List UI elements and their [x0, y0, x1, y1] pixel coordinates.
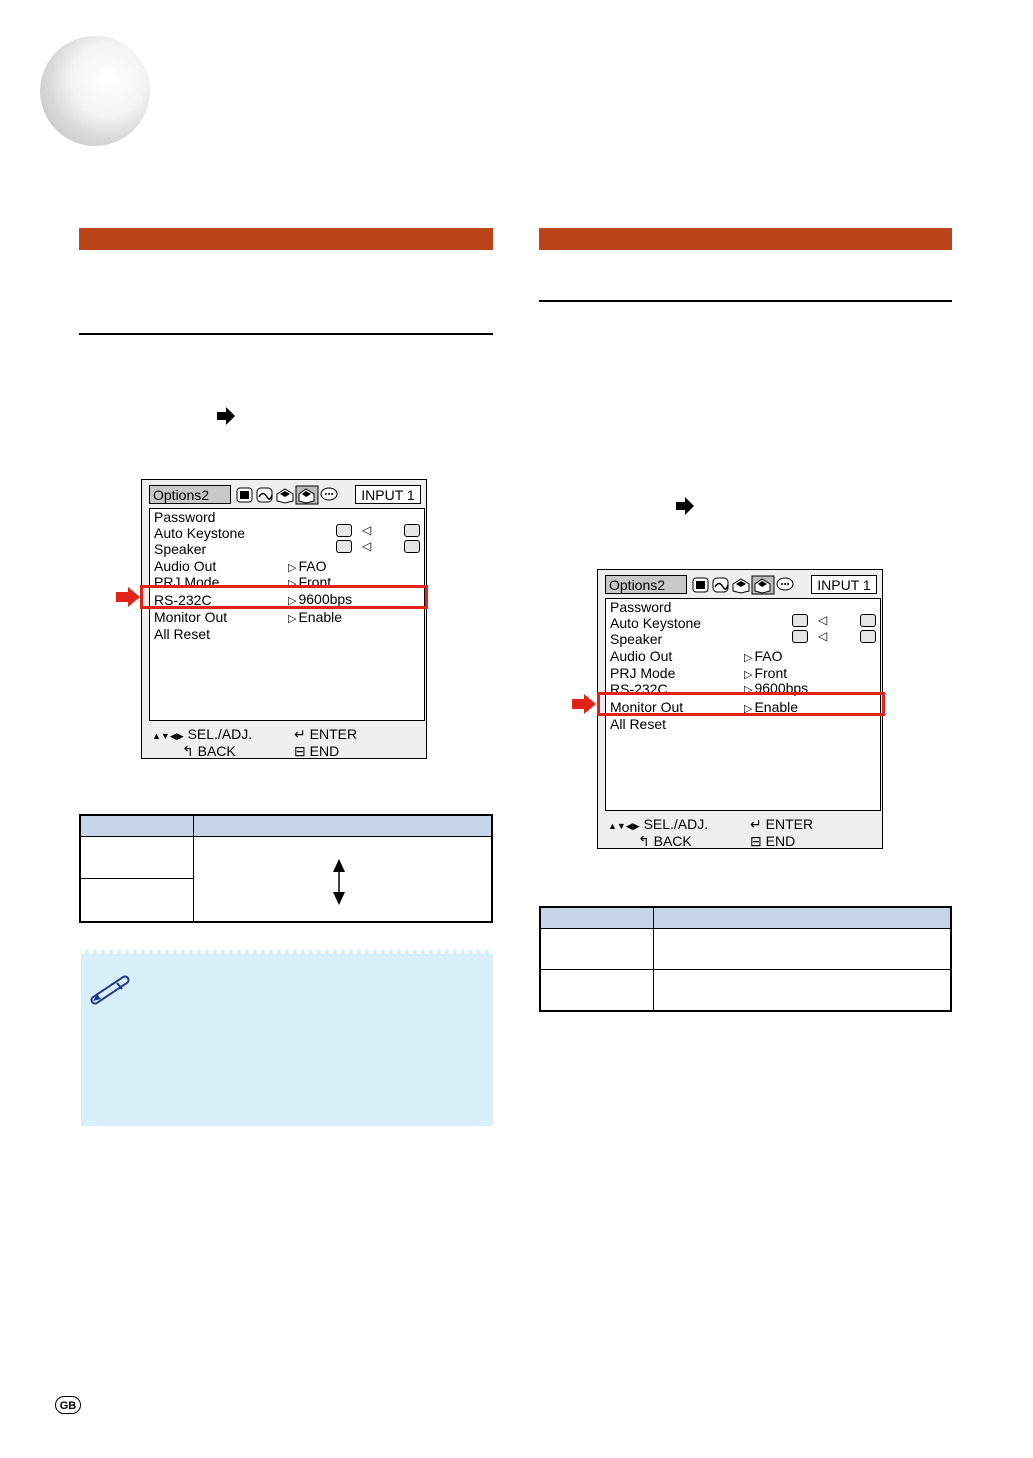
speaker-key-icon — [336, 540, 352, 553]
osd-item-password[interactable]: Password — [610, 599, 672, 615]
keystone-key-icon-right — [404, 524, 420, 537]
keystone-key-icon — [336, 524, 352, 537]
osd-item-monitor-out[interactable]: Monitor Out — [154, 609, 228, 625]
table-header-row — [541, 908, 950, 929]
osd-tab-options2[interactable]: Options2 — [605, 575, 687, 594]
osd-item-all-reset[interactable]: All Reset — [154, 626, 211, 642]
osd-item-rs232c[interactable]: RS-232C — [610, 681, 668, 697]
osd-value-rs232c: ▷ 9600bps — [288, 591, 353, 607]
osd-value-prj-mode: ▷ Front — [744, 665, 788, 681]
note-box — [81, 950, 493, 1126]
osd-value-monitor-out: ▷ Enable — [744, 699, 799, 715]
speaker-key-icon — [792, 630, 808, 643]
osd-item-speaker[interactable]: Speaker — [610, 631, 663, 647]
up-down-arrow-icon — [331, 858, 347, 906]
keystone-key-icon — [792, 614, 808, 627]
osd-footer-back: ↰ BACK — [182, 743, 236, 759]
speaker-key-icon-right — [404, 540, 420, 553]
osd-footer-enter: ↵ ENTER — [750, 816, 814, 832]
osd-footer-end: ⊟ END — [750, 833, 796, 849]
osd-input-label: INPUT 1 — [355, 485, 421, 504]
region-badge: GB — [55, 1396, 81, 1414]
keystone-left-pointer-icon: ◁ — [362, 523, 372, 537]
speaker-left-pointer-icon: ◁ — [818, 629, 828, 643]
osd-input-label: INPUT 1 — [811, 575, 877, 594]
osd-footer-back: ↰ BACK — [638, 833, 692, 849]
left-settings-table — [79, 814, 493, 923]
osd-tab-icons[interactable] — [692, 576, 802, 594]
header-circle-decoration — [40, 36, 150, 146]
left-osd-menu — [141, 479, 427, 759]
osd-value-prj-mode: ▷ Front — [288, 574, 332, 590]
osd-value-rs232c: ▷ 9600bps — [744, 680, 809, 696]
osd-value-monitor-out: ▷ Enable — [288, 609, 343, 625]
pointer-arrow-icon — [675, 496, 695, 516]
table-header-row — [81, 816, 491, 837]
osd-item-prj-mode[interactable]: PRJ Mode — [154, 574, 220, 590]
red-pointer-arrow-icon — [572, 694, 596, 714]
osd-item-password[interactable]: Password — [154, 509, 216, 525]
osd-item-monitor-out[interactable]: Monitor Out — [610, 699, 684, 715]
osd-value-audio-out: ▷ FAO — [288, 558, 327, 574]
right-section-bar — [539, 228, 952, 250]
right-settings-table — [539, 906, 952, 1012]
speaker-key-icon-right — [860, 630, 876, 643]
osd-item-all-reset[interactable]: All Reset — [610, 716, 667, 732]
red-pointer-arrow-icon — [116, 587, 140, 607]
osd-tab-options2[interactable]: Options2 — [149, 485, 231, 504]
left-section-bar — [79, 228, 493, 250]
osd-value-audio-out: ▷ FAO — [744, 648, 783, 664]
osd-footer-sel: ▲▼◀▶ SEL./ADJ. — [152, 726, 253, 742]
left-heading-rule — [79, 333, 493, 335]
osd-item-audio-out[interactable]: Audio Out — [610, 648, 673, 664]
osd-tab-icons[interactable] — [236, 486, 346, 504]
speaker-left-pointer-icon: ◁ — [362, 539, 372, 553]
header-circle-mask — [150, 30, 190, 160]
pencil-note-icon — [91, 972, 129, 1002]
osd-item-prj-mode[interactable]: PRJ Mode — [610, 665, 676, 681]
left-highlight-box — [140, 585, 428, 609]
keystone-key-icon-right — [860, 614, 876, 627]
osd-footer-enter: ↵ ENTER — [294, 726, 358, 742]
osd-footer-end: ⊟ END — [294, 743, 340, 759]
osd-item-auto-keystone[interactable]: Auto Keystone — [610, 615, 702, 631]
right-heading-rule — [539, 300, 952, 302]
keystone-left-pointer-icon: ◁ — [818, 613, 828, 627]
osd-item-auto-keystone[interactable]: Auto Keystone — [154, 525, 246, 541]
osd-item-audio-out[interactable]: Audio Out — [154, 558, 217, 574]
right-highlight-box — [597, 692, 885, 716]
osd-item-rs232c[interactable]: RS-232C — [154, 592, 212, 608]
pointer-arrow-icon — [216, 406, 236, 426]
osd-footer-sel: ▲▼◀▶ SEL./ADJ. — [608, 816, 709, 832]
osd-item-list — [149, 508, 425, 721]
osd-item-speaker[interactable]: Speaker — [154, 541, 207, 557]
